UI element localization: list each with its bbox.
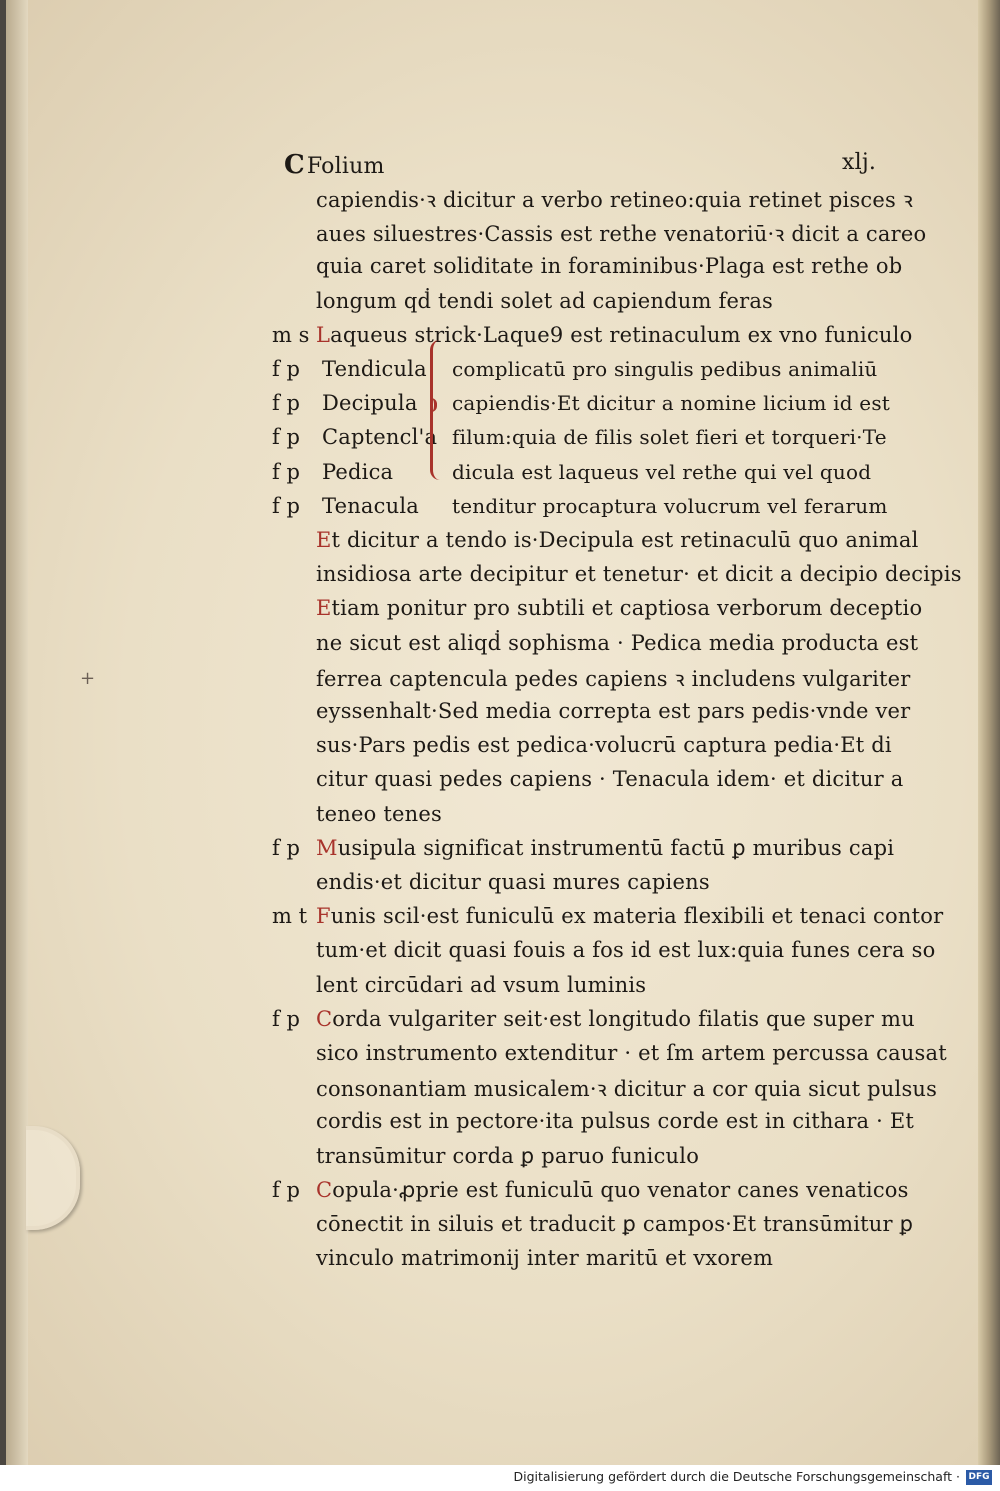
margin-note: + [80, 668, 96, 689]
entry-headword: Pedica [322, 459, 394, 484]
folio-number: xlj. [842, 150, 877, 175]
rubric-initial: F [316, 904, 331, 929]
text-line: lent circūdari ad vsum luminis [316, 972, 647, 997]
page-edge [978, 0, 1000, 1465]
grouped-text-line: complicatū pro singulis pedibus animaliū [452, 357, 878, 381]
text-line: Funis scil·est funiculū ex materia flexibili et tenaci contor [316, 904, 944, 929]
text-line: vinculo matrimonij inter maritū et vxorem [316, 1246, 774, 1271]
text-line: citur quasi pedes capiens · Tenacula idem· et dicitur a [316, 767, 904, 792]
text-line: transūmitur corda ꝑ paruo funiculo [316, 1143, 700, 1168]
entry-headword: Tenacula [322, 493, 419, 518]
grouped-text-line: filum:quia de filis solet fieri et torqueri·Te [452, 425, 887, 450]
pilcrow-mark: C [284, 150, 305, 180]
text-line: sico instrumento extenditur · et ſm artem percussa causat [316, 1041, 947, 1065]
entry-headword: Decipula [322, 391, 418, 416]
line-gender-mark: m s [272, 322, 310, 347]
page-gutter [6, 0, 28, 1465]
text-line: Laqueus strick·Laque9 est retinaculum ex vno funiculo [316, 322, 913, 347]
text-line: tum·et dicit quasi fouis a fos id est lux:quia funes cera so [316, 938, 936, 963]
text-line: insidiosa arte decipitur et tenetur· et dicit a decipio decipis [316, 562, 962, 587]
text-line: Corda vulgariter seit·est longitudo filatis que super mu [316, 1006, 915, 1031]
line-gender-mark: f p [272, 1006, 300, 1031]
text-line: cōnectit in siluis et traducit ꝑ campos·Et transūmitur ꝑ [316, 1212, 914, 1236]
text-line: longum qḋ tendi solet ad capiendum feras [316, 288, 774, 313]
line-gender-mark: m t [272, 904, 308, 929]
grouped-text-line: tenditur procaptura volucrum vel ferarum [452, 493, 888, 518]
entry-gender-mark: f p [272, 459, 300, 484]
text-line: quia caret soliditate in foraminibus·Plaga est rethe ob [316, 254, 903, 279]
text-line: cordis est in pectore·ita pulsus corde est in cithara · Et [316, 1109, 915, 1134]
text-line: Musipula significat instrumentū factū ꝑ muribus capi [316, 835, 895, 860]
rubric-initial: M [316, 835, 338, 860]
text-line: eyssenhalt·Sed media correpta est pars pedis·vnde ver [316, 699, 911, 723]
rubric-initial: L [316, 322, 331, 347]
text-line: consonantiam musicalem·ꝛ dicitur a cor quia sicut pulsus [316, 1077, 938, 1102]
text-line: endis·et dicitur quasi mures capiens [316, 870, 710, 894]
entry-headword: Tendicula [322, 357, 427, 381]
rubric-initial: E [316, 596, 332, 621]
text-line: Copula·ꝓprie est funiculū quo venator canes venaticos [316, 1177, 909, 1202]
text-line: teneo tenes [316, 801, 442, 826]
text-line: Etiam ponitur pro subtili et captiosa verborum deceptio [316, 596, 923, 621]
line-gender-mark: f p [272, 835, 300, 860]
grouped-text-line: capiendis·Et dicitur a nomine licium id est [452, 391, 891, 416]
text-line: capiendis·ꝛ dicitur a verbo retineo:quia retinet pisces ꝛ [316, 188, 914, 212]
entry-gender-mark: f p [272, 493, 300, 518]
footer-credit: Digitalisierung gefördert durch die Deutsche Forschungsgemeinschaft · [513, 1469, 960, 1484]
text-line: sus·Pars pedis est pedica·volucrū captura pedia·Et di [316, 733, 892, 758]
line-gender-mark: f p [272, 1177, 300, 1202]
text-line: aues siluestres·Cassis est rethe venatoriū·ꝛ dicit a careo [316, 222, 927, 247]
entry-gender-mark: f p [272, 425, 300, 450]
rubric-initial: C [316, 1006, 333, 1031]
text-line: ferrea captencula pedes capiens ꝛ includens vulgariter [316, 666, 911, 691]
rubric-brace-tip [426, 398, 437, 412]
footer-bar [0, 1465, 1000, 1491]
rubric-initial: E [316, 528, 332, 552]
entry-gender-mark: f p [272, 357, 300, 381]
text-line: Et dicitur a tendo is·Decipula est retinaculū quo animal [316, 528, 919, 552]
entry-gender-mark: f p [272, 391, 300, 416]
text-line: ne sicut est aliqḋ sophisma · Pedica media producta est [316, 630, 919, 655]
running-header [284, 150, 385, 180]
dfg-logo: DFG [966, 1470, 992, 1485]
header-title: Folium [306, 154, 385, 179]
entry-headword: Captencl'a [322, 425, 438, 450]
rubric-initial: C [316, 1177, 333, 1202]
grouped-text-line: dicula est laqueus vel rethe qui vel quod [452, 459, 872, 484]
